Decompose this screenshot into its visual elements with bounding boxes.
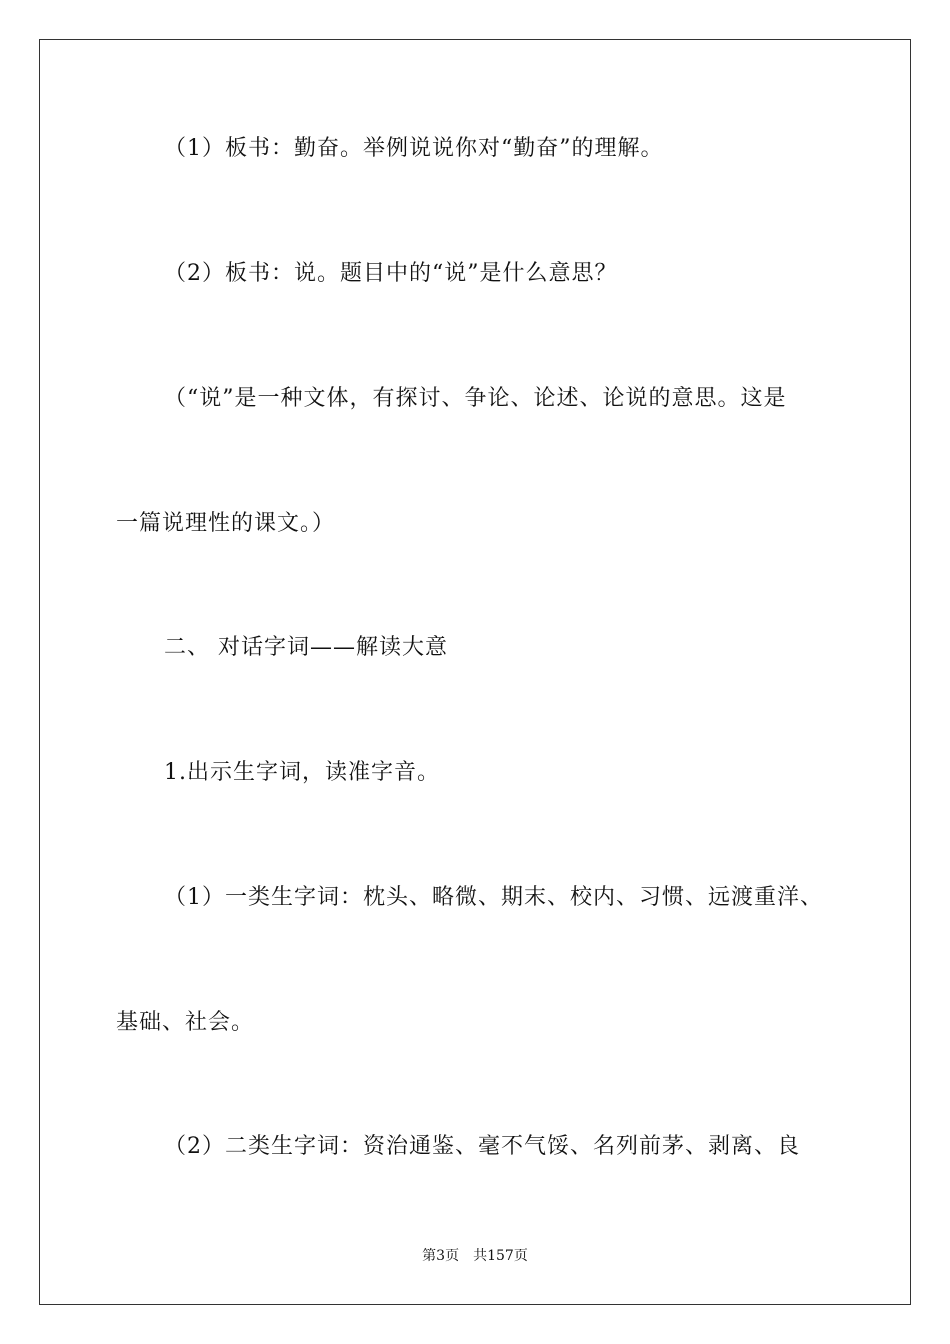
page-frame (39, 39, 911, 1305)
section-heading: 二、 对话字词——解读大意 (164, 635, 448, 660)
page-total: 共157页 (473, 1248, 528, 1264)
paragraph-line: （1）板书：勤奋。举例说说你对“勤奋”的理解。 (164, 136, 664, 161)
page-footer (0, 1247, 950, 1265)
paragraph-line: 一篇说理性的课文。） (116, 511, 336, 536)
page-number: 第3页 (422, 1248, 460, 1264)
paragraph-line: （1）一类生字词：枕头、略微、期末、校内、习惯、远渡重洋、 (164, 885, 823, 910)
paragraph-line: （“说”是一种文体，有探讨、争论、论述、论说的意思。这是 (164, 386, 787, 411)
paragraph-line: （2）板书：说。题目中的“说”是什么意思？ (164, 261, 618, 286)
paragraph-line: 1.出示生字词，读准字音。 (164, 760, 440, 785)
paragraph-line: 基础、社会。 (116, 1010, 255, 1035)
paragraph-line: （2）二类生字词：资治通鉴、毫不气馁、名列前茅、剥离、良 (164, 1134, 800, 1159)
